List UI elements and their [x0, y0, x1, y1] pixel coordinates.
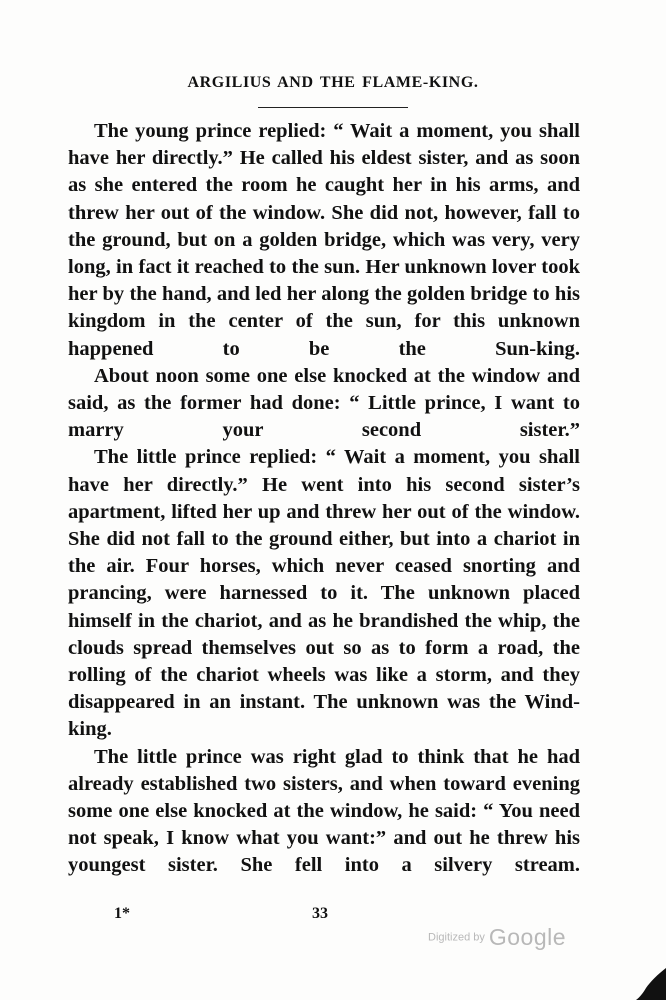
body-text	[68, 118, 580, 880]
signature-mark: 1*	[114, 905, 130, 922]
header-rule	[258, 107, 408, 108]
running-header: ARGILIUS AND THE FLAME-KING.	[187, 74, 479, 91]
digitized-watermark	[428, 924, 566, 951]
paragraph-1: The young prince replied: “ Wait a moment, you shall have her directly.” He called his eldest sister, and as soon as she entered the room he caught her in his arms, and threw her out of the window. She did not, however, fall to the ground, but on a golden bridge, which was very, very long, in fact it reached to the sun. Her unknown lover took her by the hand, and led her along the golden bridge to his kingdom in the center of the sun, for this unknown happened to be the Sun-king.	[68, 120, 580, 360]
page-number: 33	[312, 905, 328, 922]
page-corner-shadow	[636, 968, 666, 1000]
paragraph-3: The little prince replied: “ Wait a moment, you shall have her directly.” He went into his second sister’s apartment, lifted her up and threw her out of the window. She did not fall to the ground either, but into a chariot in the air. Four horses, which never ceased snorting and prancing, were harnessed to it. The unknown placed himself in the chariot, and as he brandished the whip, the clouds spread themselves out so as to form a road, the rolling of the chariot wheels was like a storm, and they disappeared in an instant. The unknown was the Wind-king.	[68, 446, 580, 741]
paragraph-2: About noon some one else knocked at the window and said, as the former had done: “ Little prince, I want to marry your second sister.”	[68, 364, 580, 442]
watermark-prefix: Digitized by	[428, 931, 485, 944]
watermark-brand: Google	[488, 924, 567, 950]
paragraph-4: The little prince was right glad to think that he had already established two sisters, and when toward evening some one else knocked at the window, he said: “ You need not speak, I know what you want:” and out he threw his youngest sister. She fell into a silvery stream.	[68, 745, 580, 877]
